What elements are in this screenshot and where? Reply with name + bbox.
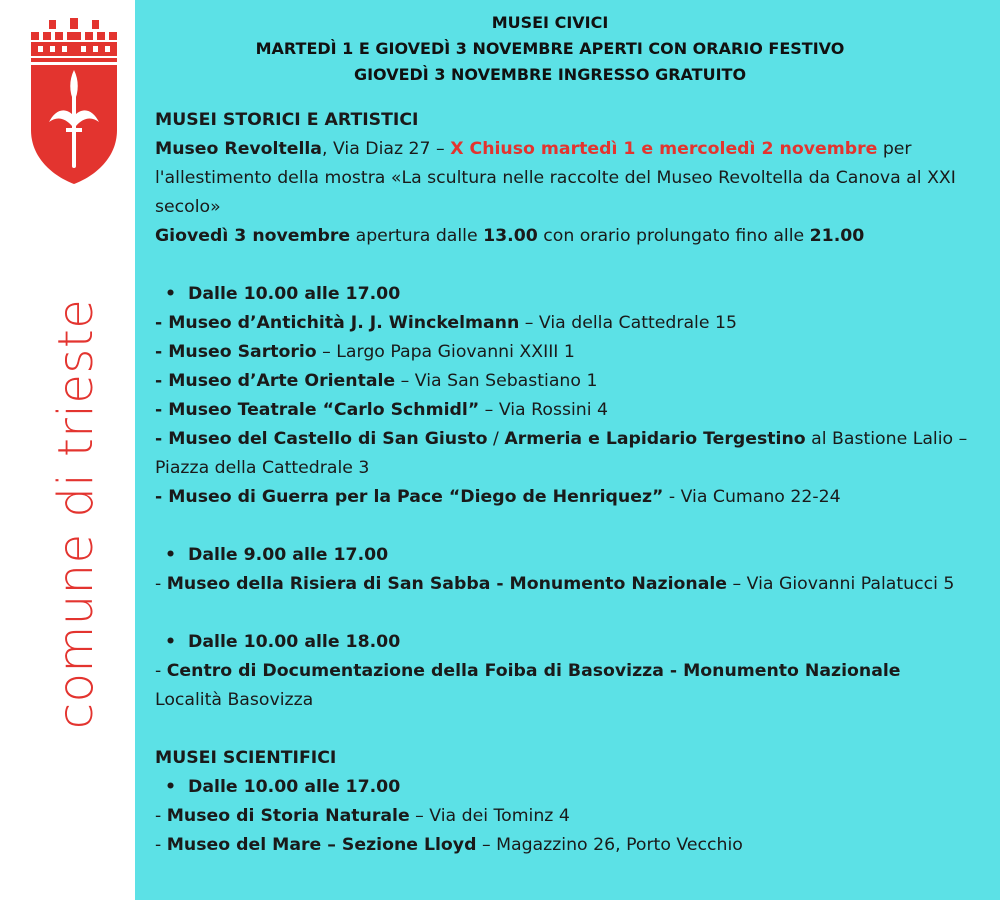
museum-address: al Bastione Lalio – Piazza della Cattedrale 3 [155, 429, 968, 478]
list-item [155, 425, 990, 483]
museum-name: Centro di Documentazione della Foiba di Basovizza - Monumento Nazionale [166, 661, 901, 681]
trieste-crest-logo [29, 18, 119, 186]
thursday-label: Giovedì 3 novembre [155, 226, 351, 246]
list-item [155, 831, 995, 860]
museum-address: - Via Cumano 22-24 [663, 487, 841, 507]
thursday-hours [155, 222, 995, 251]
museum-address: , Via Diaz 27 – [321, 139, 451, 159]
item-prefix: - [155, 806, 167, 826]
museum-address: – Largo Papa Giovanni XXIII 1 [316, 342, 575, 362]
section-title-storici: MUSEI STORICI E ARTISTICI [155, 110, 419, 130]
hours-bullet [155, 541, 995, 570]
bullet-icon: • [165, 545, 177, 565]
museum-address: – Via Rossini 4 [479, 400, 608, 420]
list-item [155, 802, 995, 831]
museum-address: – Via San Sebastiano 1 [395, 371, 598, 391]
list-item [155, 570, 955, 599]
closure-reason: per l'allestimento della mostra «La scultura nelle raccolte del Museo Revoltella da Canova al XXI secolo» [155, 139, 956, 217]
bullet-icon: • [165, 777, 177, 797]
item-prefix: - [155, 574, 167, 594]
bullet-icon: • [165, 632, 177, 652]
opening-time: 13.00 [483, 226, 538, 246]
museum-name: - Museo Sartorio [155, 342, 317, 362]
item-prefix: - [155, 661, 167, 681]
header-subtitle-free-entry: GIOVEDÌ 3 NOVEMBRE INGRESSO GRATUITO [353, 65, 747, 84]
header [135, 10, 965, 88]
bullet-icon: • [165, 284, 177, 304]
museum-address: – Magazzino 26, Porto Vecchio [476, 835, 743, 855]
museum-list [155, 106, 995, 860]
museum-address: – Via Giovanni Palatucci 5 [727, 574, 955, 594]
list-item [155, 657, 995, 686]
list-item [155, 338, 995, 367]
list-item [155, 309, 995, 338]
section-title-scientifici: MUSEI SCIENTIFICI [155, 748, 337, 768]
museum-address: – Via dei Tominz 4 [409, 806, 570, 826]
museum-name: Museo del Mare – Sezione Lloyd [166, 835, 477, 855]
closure-notice: X Chiuso martedì 1 e mercoledì 2 novembre [450, 139, 878, 159]
hours-bullet [155, 280, 995, 309]
museum-name: - Museo di Guerra per la Pace “Diego de Henriquez” [155, 487, 664, 507]
sidebar [0, 0, 135, 900]
museum-name: - Museo d’Antichità J. J. Winckelmann [155, 313, 520, 333]
museum-name: Museo della Risiera di San Sabba - Monumento Nazionale [166, 574, 727, 594]
list-item [155, 396, 995, 425]
thursday-text-2: con orario prolungato fino alle [537, 226, 810, 246]
hours-bullet [155, 773, 995, 802]
hours-label: Dalle 10.00 alle 18.00 [188, 632, 401, 652]
thursday-text: apertura dalle [350, 226, 484, 246]
museum-name: - Museo del Castello di San Giusto [155, 429, 488, 449]
list-item-address: Località Basovizza [155, 690, 314, 710]
comune-di-trieste-title: comune di trieste [48, 298, 104, 730]
museum-name: Museo Revoltella [155, 139, 322, 159]
hours-bullet [155, 628, 995, 657]
header-subtitle-opening: MARTEDÌ 1 E GIOVEDÌ 3 NOVEMBRE APERTI CON ORARIO FESTIVO [255, 39, 845, 58]
closing-time: 21.00 [809, 226, 865, 246]
item-prefix: - [155, 835, 167, 855]
content-panel [135, 0, 1000, 900]
header-title: MUSEI CIVICI [491, 13, 609, 32]
museum-name: - Museo d’Arte Orientale [155, 371, 396, 391]
museum-name: - Museo Teatrale “Carlo Schmidl” [155, 400, 480, 420]
list-item [155, 483, 995, 512]
hours-label: Dalle 9.00 alle 17.00 [188, 545, 389, 565]
separator: / [487, 429, 505, 449]
museum-address: – Via della Cattedrale 15 [519, 313, 737, 333]
revoltella-entry [155, 135, 985, 222]
list-item [155, 367, 995, 396]
museum-name-2: Armeria e Lapidario Tergestino [504, 429, 806, 449]
museum-name: Museo di Storia Naturale [166, 806, 410, 826]
hours-label: Dalle 10.00 alle 17.00 [188, 777, 401, 797]
hours-label: Dalle 10.00 alle 17.00 [188, 284, 401, 304]
